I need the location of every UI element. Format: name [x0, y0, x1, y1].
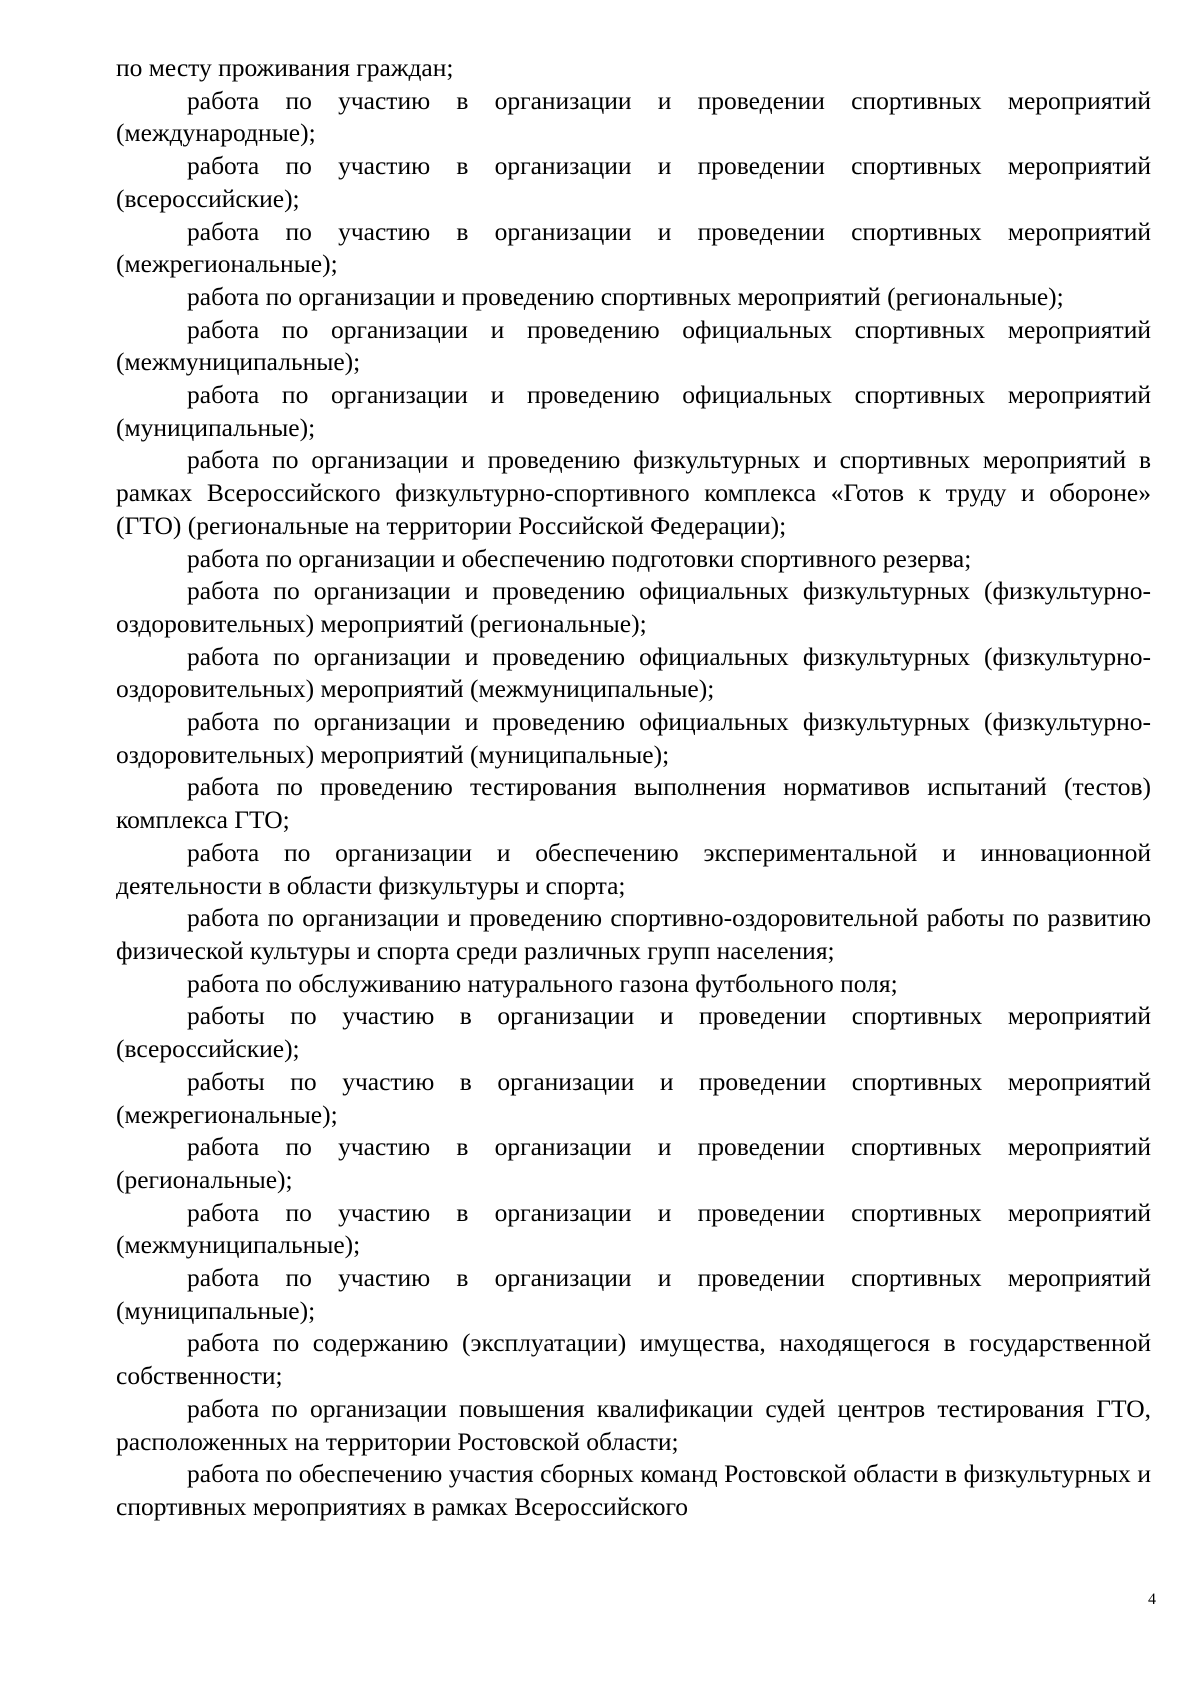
- paragraph-20: работа по участию в организации и проведении спортивных мероприятий (межмуниципальные);: [116, 1197, 1151, 1260]
- page-number: 4: [1148, 1591, 1156, 1608]
- paragraph-19: работа по участию в организации и проведении спортивных мероприятий (региональные);: [116, 1132, 1151, 1194]
- paragraph-4: работа по участию в организации и проведении спортивных мероприятий (межрегиональные);: [116, 216, 1151, 279]
- paragraph-5: работа по организации и проведению спортивных мероприятий (региональные);: [187, 281, 1064, 311]
- paragraph-6: работа по организации и проведению официальных спортивных мероприятий (межмуниципальные);: [116, 314, 1151, 377]
- paragraph-22: работа по содержанию (эксплуатации) имущества, находящегося в государственной собственности;: [116, 1328, 1151, 1391]
- paragraph-18: работы по участию в организации и проведении спортивных мероприятий (межрегиональные);: [116, 1066, 1151, 1129]
- paragraph-10: работа по организации и проведению официальных физкультурных (физкультурно-оздоровительных) мероприятий (региональные);: [116, 576, 1151, 638]
- paragraph-11: работа по организации и проведению официальных физкультурных (физкультурно-оздоровительных) мероприятий (межмуниципальные);: [116, 641, 1151, 704]
- paragraph-13: работа по проведению тестирования выполнения нормативов испытаний (тестов) комплекса ГТО;: [116, 772, 1151, 835]
- paragraph-2: работа по участию в организации и проведении спортивных мероприятий (международные);: [116, 85, 1151, 148]
- paragraph-24: работа по обеспечению участия сборных команд Ростовской области в физкультурных и спортивных мероприятиях в рамках Всероссийского: [116, 1459, 1151, 1521]
- paragraph-15: работа по организации и проведению спортивно-оздоровительной работы по развитию физической культуры и спорта среди различных групп населения;: [116, 903, 1151, 965]
- paragraph-9: работа по организации и обеспечению подготовки спортивного резерва;: [187, 543, 972, 573]
- document-body: [116, 52, 1151, 1524]
- paragraph-23: работа по организации повышения квалификации судей центров тестирования ГТО, расположенных на территории Ростовской области;: [116, 1393, 1151, 1456]
- paragraph-8: работа по организации и проведению физкультурных и спортивных мероприятий в рамках Всероссийского физкультурно-спортивного комплекса «Готов к труду и обороне» (ГТО) (региональные на территории Российской Федерации);: [116, 445, 1151, 540]
- paragraph-21: работа по участию в организации и проведении спортивных мероприятий (муниципальные);: [116, 1263, 1151, 1325]
- paragraph-17: работы по участию в организации и проведении спортивных мероприятий (всероссийские);: [116, 1001, 1151, 1064]
- paragraph-7: работа по организации и проведению официальных спортивных мероприятий (муниципальные);: [116, 380, 1151, 442]
- paragraph-16: работа по обслуживанию натурального газона футбольного поля;: [187, 968, 898, 998]
- paragraph-14: работа по организации и обеспечению экспериментальной и инновационной деятельности в области физкультуры и спорта;: [116, 837, 1151, 900]
- paragraph-1: по месту проживания граждан;: [116, 53, 454, 82]
- paragraph-3: работа по участию в организации и проведении спортивных мероприятий (всероссийские);: [116, 151, 1151, 213]
- paragraph-12: работа по организации и проведению официальных физкультурных (физкультурно-оздоровительных) мероприятий (муниципальные);: [116, 707, 1151, 769]
